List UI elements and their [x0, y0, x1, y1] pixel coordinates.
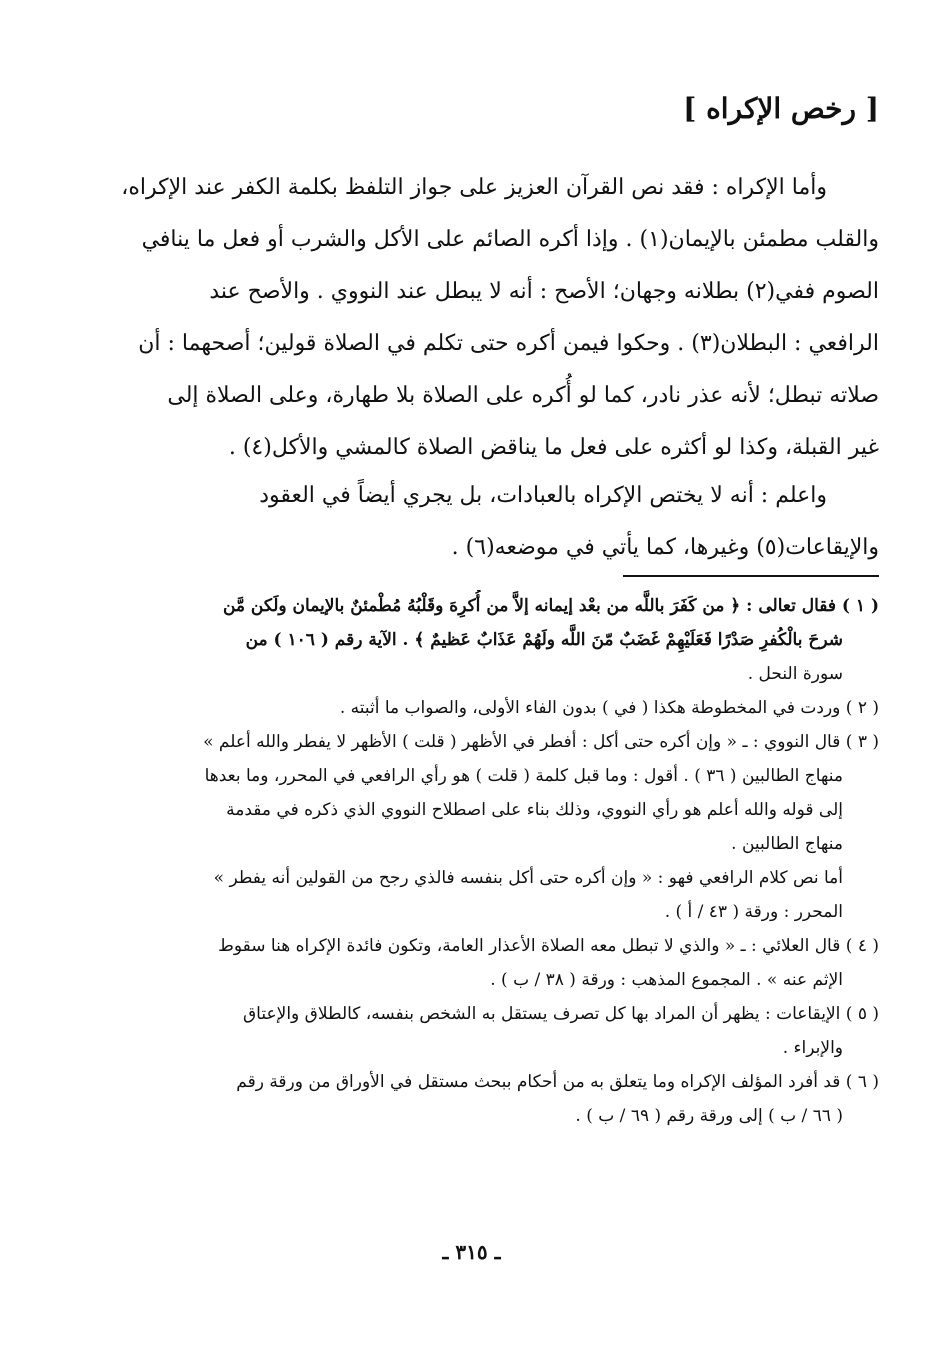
page-number: ـ ٣١٥ ـ: [442, 1240, 501, 1264]
footnote-2-line: ( ٢ ) وردت في المخطوطة هكذا ( في ) بدون الفاء الأولى، والصواب ما أثبته .: [339, 698, 879, 718]
footnote-3-line: منهاج الطالبين .: [731, 834, 843, 854]
section-heading: [ رخص الإكراه ]: [683, 92, 879, 125]
footnote-1-line: شرحَ بالْكُفرِ صَدْرًا فَعَلَيْهِمْ غَضَبٌ مّنَ اللَّه ولَهُمْ عَذَابٌ عَظيمٌ ﴾ . الآية رقم ( ١٠٦ ) من: [245, 630, 843, 650]
footnote-6-line: ( ٦٦ / ب ) إلى ورقة رقم ( ٦٩ / ب ) .: [575, 1106, 843, 1126]
body-line: والإيقاعات(٥) وغيرها، كما يأتي في موضعه(٦) .: [451, 535, 879, 560]
footnotes: [80, 590, 879, 1134]
footnote-3-line: أما نص كلام الرافعي فهو : « وإن أكره حتى أكل بنفسه فالذي رجح من القولين أنه يفطر »: [213, 868, 843, 888]
footnote-3-line: المحرر : ورقة ( ٤٣ / أ ) .: [664, 902, 843, 922]
footnote-5-line: ( ٥ ) الإيقاعات : يظهر أن المراد بها كل تصرف يستقل به الشخص بنفسه، كالطلاق والإعتاق: [242, 1004, 879, 1024]
footnote-divider: [623, 575, 879, 577]
footnote-4-line: الإثم عنه » . المجموع المذهب : ورقة ( ٣٨ / ب ) .: [490, 970, 843, 990]
body-line: غير القبلة، وكذا لو أكثره على فعل ما يناقض الصلاة كالمشي والأكل(٤) .: [228, 435, 879, 460]
main-text-paragraph-2: [80, 470, 879, 574]
footnote-1-line: سورة النحل .: [747, 664, 843, 684]
body-line: واعلم : أنه لا يختص الإكراه بالعبادات، بل يجري أيضاً في العقود: [259, 483, 827, 508]
main-text: [80, 162, 879, 474]
footnote-3-line: إلى قوله والله أعلم هو رأي النووي، وذلك بناء على اصطلاح النووي الذي ذكره في مقدمة: [226, 800, 843, 820]
body-line: صلاته تبطل؛ لأنه عذر نادر، كما لو أُكره على الصلاة بلا طهارة، وعلى الصلاة إلى: [167, 383, 879, 408]
footnote-5-line: والإبراء .: [782, 1038, 843, 1058]
footnote-3-line: منهاج الطالبين ( ٣٦ ) . أقول : وما قبل كلمة ( قلت ) هو رأي الرافعي في المحرر، وما بعدها: [204, 766, 843, 786]
body-line: والقلب مطمئن بالإيمان(١) . وإذا أكره الصائم على الأكل والشرب أو فعل ما ينافي: [141, 227, 879, 252]
footnote-1-line: ( ١ ) فقال تعالى : ﴿ من كَفَرَ باللَّه من بعْد إيمانه إلاَّ من أُكرِهَ وقَلْبُهُ مُطْمئنٌ بالإيمان ولَكن مَّن: [222, 596, 879, 616]
body-line: الرافعي : البطلان(٣) . وحكوا فيمن أكره حتى تكلم في الصلاة قولين؛ أصحهما : أن: [138, 331, 879, 356]
body-line: الصوم ففي(٢) بطلانه وجهان؛ الأصح : أنه لا يبطل عند النووي . والأصح عند: [209, 279, 879, 304]
footnote-3-line: ( ٣ ) قال النووي : ـ « وإن أكره حتى أكل : أفطر في الأظهر ( قلت ) الأظهر لا يفطر والله أعلم »: [203, 732, 879, 752]
body-line: وأما الإكراه : فقد نص القرآن العزيز على جواز التلفظ بكلمة الكفر عند الإكراه،: [121, 175, 827, 200]
footnote-4-line: ( ٤ ) قال العلائي : ـ « والذي لا تبطل معه الصلاة الأعذار العامة، وتكون فائدة الإكراه هنا سقوط: [218, 936, 879, 956]
footnote-6-line: ( ٦ ) قد أفرد المؤلف الإكراه وما يتعلق به من أحكام ببحث مستقل في الأوراق من ورقة رقم: [236, 1072, 879, 1092]
